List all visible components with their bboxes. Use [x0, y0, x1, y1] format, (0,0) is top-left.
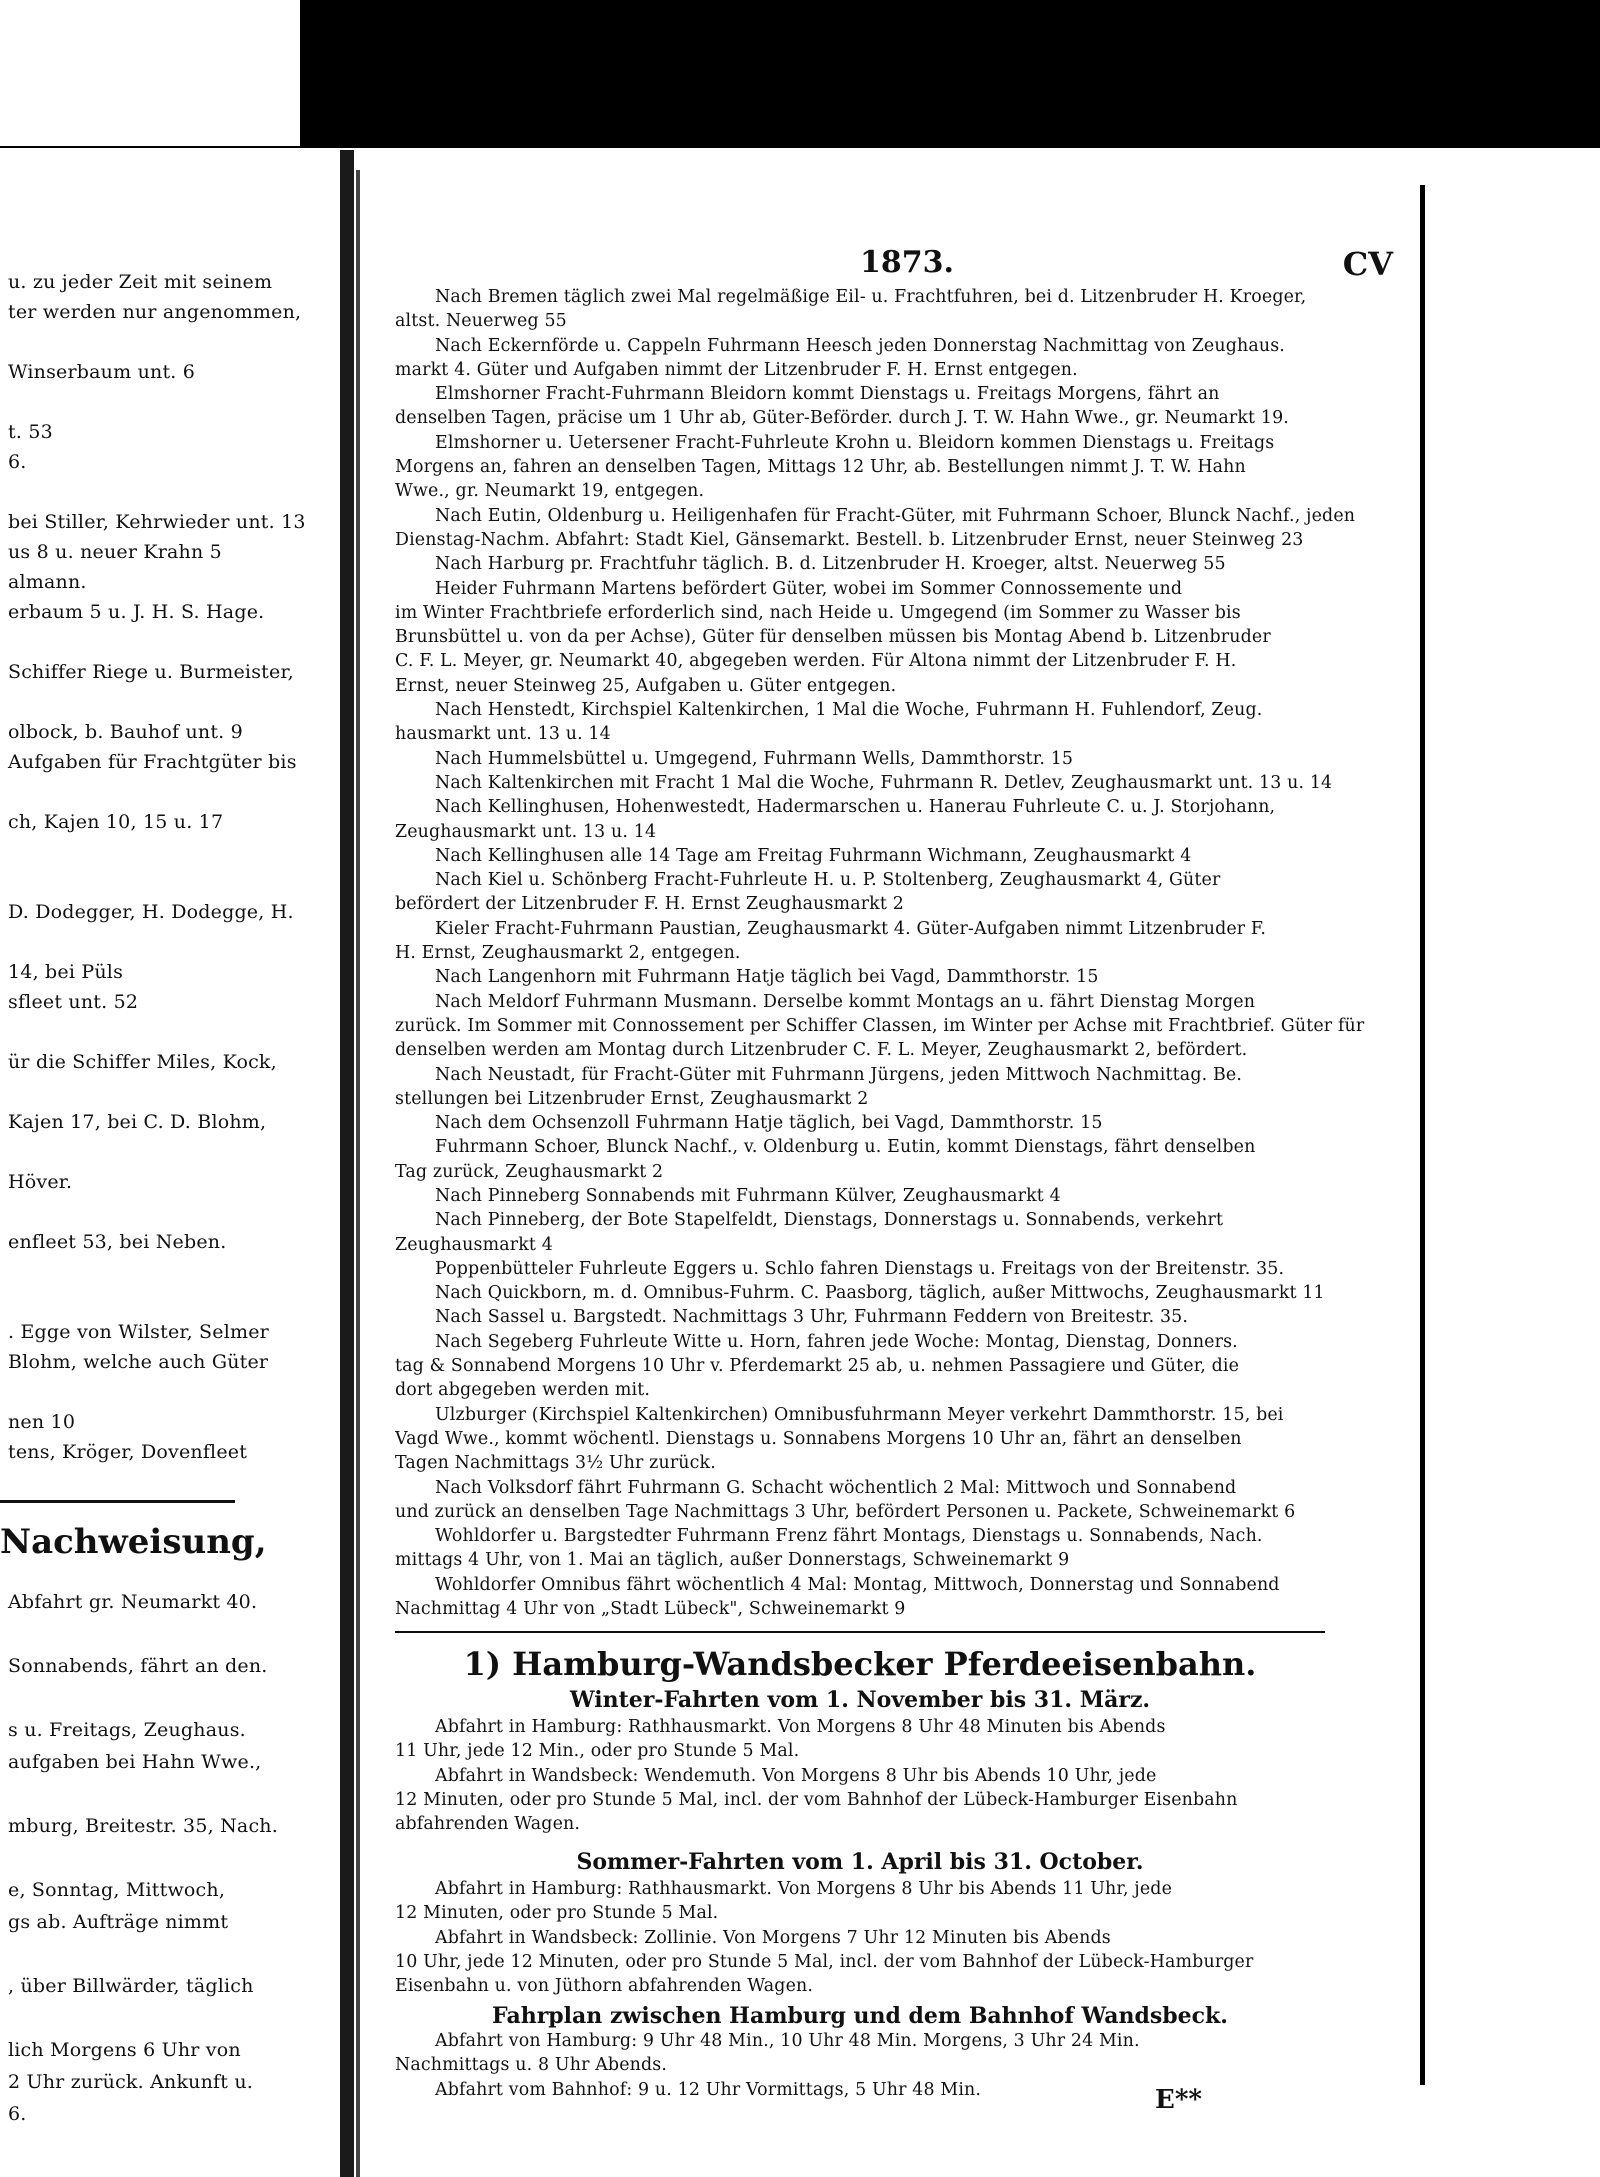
main-page — [395, 245, 1395, 2115]
listing-line: hausmarkt unt. 13 u. 14 — [395, 724, 611, 745]
listing-line: Nach Henstedt, Kirchspiel Kaltenkirchen, 1 Mal die Woche, Fuhrmann H. Fuhlendorf, Zeug. — [435, 700, 1263, 721]
left-page-line: Winserbaum unt. 6 — [8, 361, 196, 383]
left-page-line: almann. — [8, 571, 87, 593]
listing-line: Nachmittag 4 Uhr von „Stadt Lübeck", Schweinemarkt 9 — [395, 1599, 906, 1620]
left-page-line: lich Morgens 6 Uhr von — [8, 2039, 241, 2061]
listing-line: zurück. Im Sommer mit Connossement per Schiffer Classen, im Winter per Achse mit Frachtbrief. Güter für — [395, 1015, 1365, 1036]
schedule-line: 10 Uhr, jede 12 Minuten, oder pro Stunde 5 Mal, incl. der vom Bahnhof der Lübeck-Hamburger — [395, 1951, 1254, 1972]
left-page-line: u. zu jeder Zeit mit seinem — [8, 271, 273, 293]
book-gutter-shadow — [356, 170, 360, 2177]
listing-line: Ernst, neuer Steinweg 25, Aufgaben u. Güter entgegen. — [395, 675, 897, 696]
listing-line: Kieler Fracht-Fuhrmann Paustian, Zeughausmarkt 4. Güter-Aufgaben nimmt Litzenbruder F. — [435, 918, 1267, 939]
left-page-line: s u. Freitags, Zeughaus. — [8, 1719, 246, 1741]
left-page-fragment — [0, 150, 350, 2177]
listing-line: Nach Segeberg Fuhrleute Witte u. Horn, fahren jede Woche: Montag, Dienstag, Donners. — [435, 1331, 1238, 1352]
listing-line: Tagen Nachmittags 3½ Uhr zurück. — [395, 1453, 716, 1474]
listing-line: Nach Pinneberg Sonnabends mit Fuhrmann Külver, Zeughausmarkt 4 — [435, 1185, 1061, 1206]
listing-line: H. Ernst, Zeughausmarkt 2, entgegen. — [395, 943, 741, 964]
listing-line: Nach Quickborn, m. d. Omnibus-Fuhrm. C. Paasborg, täglich, außer Mittwochs, Zeughausmarkt 11 — [435, 1283, 1325, 1304]
schedule-line: Abfahrt in Wandsbeck: Zollinie. Von Morgens 7 Uhr 12 Minuten bis Abends — [435, 1927, 1111, 1948]
listing-line: Nach Eckernförde u. Cappeln Fuhrmann Heesch jeden Donnerstag Nachmittag von Zeughaus. — [435, 335, 1285, 356]
schedule-line: Abfahrt in Hamburg: Rathhausmarkt. Von Morgens 8 Uhr 48 Minuten bis Abends — [435, 1717, 1166, 1737]
left-page-line: 14, bei Püls — [8, 961, 124, 983]
left-page-line: bei Stiller, Kehrwieder unt. 13 — [8, 511, 306, 533]
listing-line: Zeughausmarkt 4 — [395, 1234, 553, 1255]
left-page-line: Schiffer Riege u. Burmeister, — [8, 661, 294, 683]
book-gutter — [340, 150, 354, 2177]
listing-line: Ulzburger (Kirchspiel Kaltenkirchen) Omnibusfuhrmann Meyer verkehrt Dammthorstr. 15, bei — [435, 1404, 1284, 1425]
listing-line: Wohldorfer Omnibus fährt wöchentlich 4 Mal: Montag, Mittwoch, Donnerstag und Sonnabend — [435, 1574, 1280, 1595]
listing-line: Nach Bremen täglich zwei Mal regelmäßige Eil- u. Frachtfuhren, bei d. Litzenbruder H. Kroeger, — [435, 287, 1307, 307]
listing-line: Poppenbütteler Fuhrleute Eggers u. Schlo fahren Dienstags u. Freitags von der Breitenstr. 35. — [435, 1258, 1285, 1279]
left-page-line: 2 Uhr zurück. Ankunft u. — [8, 2071, 254, 2093]
section-number: 1) — [463, 1645, 501, 1683]
listing-line: Nach Kiel u. Schönberg Fracht-Fuhrleute H. u. P. Stoltenberg, Zeughausmarkt 4, Güter — [435, 870, 1221, 891]
winter-lines — [395, 1715, 1395, 1836]
left-page-line: . Egge von Wilster, Selmer — [8, 1321, 269, 1343]
schedule-line: abfahrenden Wagen. — [395, 1814, 581, 1835]
left-page-line: erbaum 5 u. J. H. S. Hage. — [8, 601, 265, 623]
page-edge-line — [1420, 185, 1425, 2085]
listing-line: Morgens an, fahren an denselben Tagen, Mittags 12 Uhr, ab. Bestellungen nimmt J. T. W. Hahn — [395, 457, 1246, 478]
scan-border-top-left — [0, 0, 300, 146]
left-page-line: enfleet 53, bei Neben. — [8, 1231, 227, 1253]
section-title — [395, 1645, 1325, 1683]
scan-border-right — [1418, 185, 1600, 2177]
listing-line: Nach Kellinghusen alle 14 Tage am Freitag Fuhrmann Wichmann, Zeughausmarkt 4 — [435, 845, 1192, 866]
left-page-line: 6. — [8, 2103, 27, 2125]
listing-line: Brunsbüttel u. von da per Achse), Güter für denselben müssen bis Montag Abend b. Litzenbruder — [395, 627, 1271, 648]
left-page-line: ch, Kajen 10, 15 u. 17 — [8, 811, 224, 833]
listing-line: Nach Neustadt, für Fracht-Güter mit Fuhrmann Jürgens, jeden Mittwoch Nachmittag. Be. — [435, 1064, 1243, 1085]
listing-line: befördert der Litzenbruder F. H. Ernst Zeughausmarkt 2 — [395, 894, 904, 915]
listing-line: Elmshorner Fracht-Fuhrmann Bleidorn kommt Dienstags u. Freitags Morgens, fährt an — [435, 384, 1220, 405]
listing-line: Nach Kaltenkirchen mit Fracht 1 Mal die Woche, Fuhrmann R. Detlev, Zeughausmarkt unt. 13 u. 14 — [435, 772, 1333, 793]
listing-line: Nach Pinneberg, der Bote Stapelfeldt, Dienstags, Donnerstags u. Sonnabends, verkehrt — [435, 1210, 1224, 1231]
listing-line: im Winter Frachtbriefe erforderlich sind, nach Heide u. Umgegend (im Sommer zu Wasser bis — [395, 602, 1241, 623]
listing-line: tag & Sonnabend Morgens 10 Uhr v. Pferdemarkt 25 ab, u. nehmen Passagiere und Güter, die — [395, 1356, 1240, 1377]
listing-line: und zurück an denselben Tage Nachmittags 3 Uhr, befördert Personen u. Packete, Schweinemarkt 6 — [395, 1501, 1296, 1522]
schedule-line: Abfahrt vom Bahnhof: 9 u. 12 Uhr Vormittags, 5 Uhr 48 Min. — [435, 2079, 982, 2100]
carrier-listings — [395, 285, 1395, 1621]
listing-line: stellungen bei Litzenbruder Ernst, Zeughausmarkt 2 — [395, 1088, 869, 1109]
left-page-line: gs ab. Aufträge nimmt — [8, 1911, 229, 1933]
left-page-line: mburg, Breitestr. 35, Nach. — [8, 1815, 278, 1837]
listing-line: denselben Tagen, präcise um 1 Uhr ab, Güter-Beförder. durch J. T. W. Hahn Wwe., gr. Neumarkt 19. — [395, 408, 1289, 429]
listing-line: Nach Harburg pr. Frachtfuhr täglich. B. d. Litzenbruder H. Kroeger, altst. Neuerweg 55 — [435, 554, 1226, 575]
page-header — [395, 245, 1395, 281]
listing-line: Tag zurück, Zeughausmarkt 2 — [395, 1161, 664, 1182]
left-page-line: Aufgaben für Frachtgüter bis — [8, 751, 297, 773]
listing-line: Nach dem Ochsenzoll Fuhrmann Hatje täglich, bei Vagd, Dammthorstr. 15 — [435, 1113, 1103, 1134]
schedule-title: Fahrplan zwischen Hamburg und dem Bahnhof Wandsbeck. — [492, 2003, 1228, 2029]
listing-line: altst. Neuerweg 55 — [395, 311, 567, 332]
summer-title: Sommer-Fahrten vom 1. April bis 31. October. — [576, 1849, 1144, 1875]
listing-line: Nach Hummelsbüttel u. Umgegend, Fuhrmann Wells, Dammthorstr. 15 — [435, 748, 1074, 769]
left-page-line: e, Sonntag, Mittwoch, — [8, 1879, 226, 1901]
left-page-line: tens, Kröger, Dovenfleet — [8, 1441, 248, 1463]
listing-line: Nach Kellinghusen, Hohenwestedt, Hadermarschen u. Hanerau Fuhrleute C. u. J. Storjohann, — [435, 797, 1276, 818]
listing-line: dort abgegeben werden mit. — [395, 1380, 651, 1401]
section-heading: Hamburg-Wandsbecker Pferdeeisenbahn. — [512, 1645, 1257, 1683]
section-divider — [395, 1631, 1325, 1633]
winter-title: Winter-Fahrten vom 1. November bis 31. März. — [569, 1687, 1151, 1713]
listing-line: Elmshorner u. Uetersener Fracht-Fuhrleute Krohn u. Bleidorn kommen Dienstags u. Freitags — [435, 432, 1275, 453]
listing-line: denselben werden am Montag durch Litzenbruder C. F. L. Meyer, Zeughausmarkt 2, befördert. — [395, 1040, 1248, 1061]
left-page-line: Höver. — [8, 1171, 73, 1193]
schedule-line: 12 Minuten, oder pro Stunde 5 Mal, incl. der vom Bahnhof der Lübeck-Hamburger Eisenbahn — [395, 1789, 1238, 1810]
listing-line: C. F. L. Meyer, gr. Neumarkt 40, abgegeben werden. Für Altona nimmt der Litzenbruder F. H. — [395, 651, 1237, 672]
left-page-line: , über Billwärder, täglich — [8, 1975, 254, 1997]
listing-line: Dienstag-Nachm. Abfahrt: Stadt Kiel, Gänsemarkt. Bestell. b. Litzenbruder Ernst, neuer Steinweg 23 — [395, 529, 1304, 550]
listing-line: Nach Sassel u. Bargstedt. Nachmittags 3 Uhr, Fuhrmann Feddern von Breitestr. 35. — [435, 1307, 1189, 1328]
listing-line: Nach Volksdorf fährt Fuhrmann G. Schacht wöchentlich 2 Mal: Mittwoch und Sonnabend — [435, 1477, 1237, 1498]
left-page-line: ter werden nur angenommen, — [8, 301, 302, 323]
left-page-line: us 8 u. neuer Krahn 5 — [8, 541, 222, 563]
schedule-line: Abfahrt in Wandsbeck: Wendemuth. Von Morgens 8 Uhr bis Abends 10 Uhr, jede — [435, 1765, 1157, 1786]
schedule-lines — [395, 2029, 1395, 2102]
left-page-line: aufgaben bei Hahn Wwe., — [8, 1751, 262, 1773]
left-page-line: sfleet unt. 52 — [8, 991, 139, 1013]
listing-line: Nach Langenhorn mit Fuhrmann Hatje täglich bei Vagd, Dammthorstr. 15 — [435, 967, 1099, 988]
left-page-line: olbock, b. Bauhof unt. 9 — [8, 721, 243, 743]
listing-line: Zeughausmarkt unt. 13 u. 14 — [395, 821, 657, 842]
listing-line: Wohldorfer u. Bargstedter Fuhrmann Frenz fährt Montags, Dienstags u. Sonnabends, Nach. — [435, 1526, 1263, 1547]
left-page-line: ür die Schiffer Miles, Kock, — [8, 1051, 277, 1073]
schedule-line: Nachmittags u. 8 Uhr Abends. — [395, 2055, 668, 2076]
left-page-rule — [0, 1500, 235, 1503]
listing-line: Vagd Wwe., kommt wöchentl. Dienstags u. Sonnabens Morgens 10 Uhr an, fährt an denselben — [395, 1428, 1242, 1449]
listing-line: Heider Fuhrmann Martens befördert Güter, wobei im Sommer Connossemente und — [435, 578, 1183, 599]
schedule-line: Eisenbahn u. von Jüthorn abfahrenden Wagen. — [395, 1976, 814, 1997]
page-number: CV — [1342, 245, 1393, 283]
left-page-line: Blohm, welche auch Güter — [8, 1351, 269, 1373]
left-page-line: t. 53 — [8, 421, 53, 443]
schedule-line: Abfahrt von Hamburg: 9 Uhr 48 Min., 10 Uhr 48 Min. Morgens, 3 Uhr 24 Min. — [435, 2031, 1140, 2051]
left-page-line: Sonnabends, fährt an den. — [8, 1655, 268, 1677]
schedule-line: 12 Minuten, oder pro Stunde 5 Mal. — [395, 1903, 719, 1924]
left-page-line: 6. — [8, 451, 27, 473]
listing-line: mittags 4 Uhr, von 1. Mai an täglich, außer Donnerstags, Schweinemarkt 9 — [395, 1550, 1070, 1571]
summer-lines — [395, 1877, 1395, 1998]
left-page-line: D. Dodegger, H. Dodegge, H. — [8, 901, 294, 923]
page-year: 1873. — [860, 245, 954, 280]
left-page-line: Abfahrt gr. Neumarkt 40. — [8, 1591, 258, 1613]
left-page-line: nen 10 — [8, 1411, 76, 1433]
schedule-line: 11 Uhr, jede 12 Min., oder pro Stunde 5 Mal. — [395, 1741, 800, 1762]
listing-line: Fuhrmann Schoer, Blunck Nachf., v. Oldenburg u. Eutin, kommt Dienstags, fährt denselben — [435, 1137, 1256, 1158]
listing-line: Nach Meldorf Fuhrmann Musmann. Derselbe kommt Montags an u. fährt Dienstag Morgen — [435, 991, 1256, 1012]
listing-line: Nach Eutin, Oldenburg u. Heiligenhafen für Fracht-Güter, mit Fuhrmann Schoer, Blunck Nachf., jeden — [435, 505, 1356, 526]
left-page-line: Kajen 17, bei C. D. Blohm, — [8, 1111, 267, 1133]
schedule-line: Abfahrt in Hamburg: Rathhausmarkt. Von Morgens 8 Uhr bis Abends 11 Uhr, jede — [435, 1879, 1173, 1899]
listing-line: markt 4. Güter und Aufgaben nimmt der Litzenbruder F. H. Ernst entgegen. — [395, 359, 1078, 380]
left-page-heading: Nachweisung, — [0, 1522, 267, 1562]
signature-mark: E** — [1155, 2085, 1203, 2115]
listing-line: Wwe., gr. Neumarkt 19, entgegen. — [395, 481, 705, 502]
